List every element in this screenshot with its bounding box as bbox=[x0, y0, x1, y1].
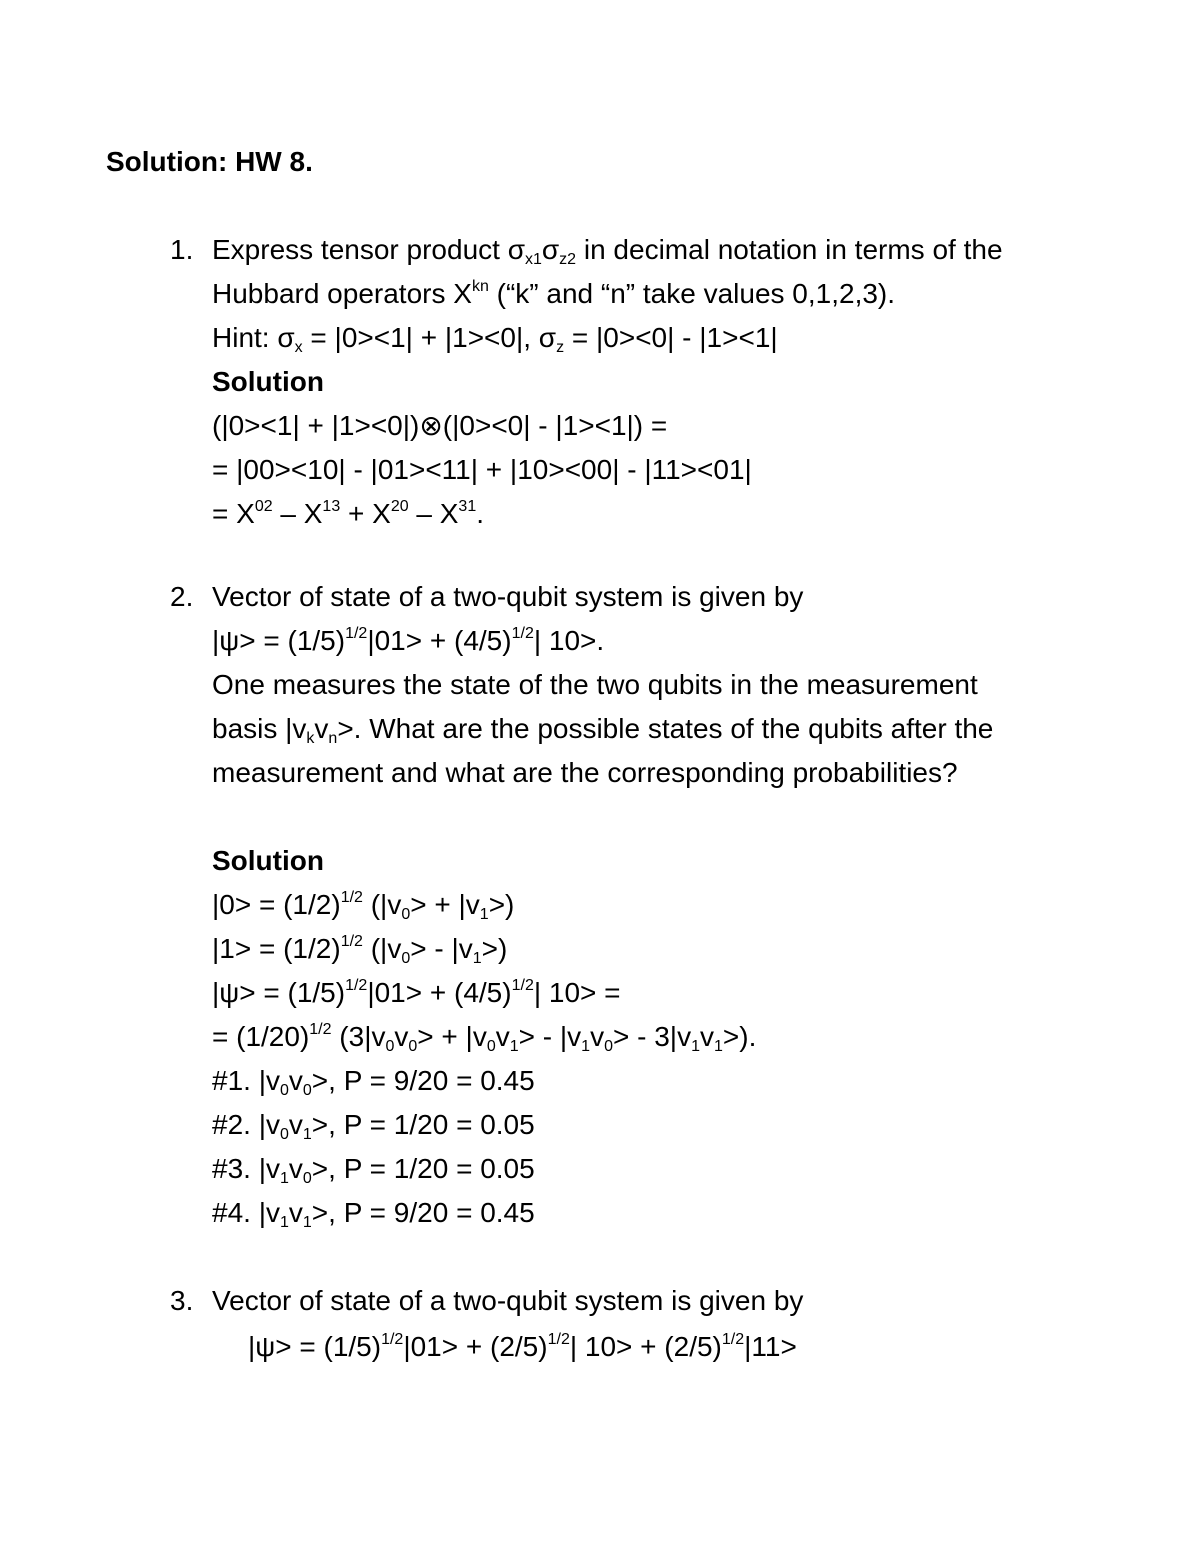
problem-2-solution-label: Solution bbox=[212, 845, 324, 876]
problem-3-statement: Vector of state of a two-qubit system is given by bbox=[212, 1285, 804, 1316]
result-item-3: #3. $|v_1v_0>$, P = 1/20 = 0.05 bbox=[212, 1153, 535, 1187]
problem-2-statement-line-4: basis $|v_kv_n>$. What are the possible states of the qubits after the bbox=[212, 713, 994, 747]
page-title: Solution: HW 8. bbox=[106, 146, 313, 177]
problem-1-statement-line-2: Hubbard operators $X^{kn}$ (“k” and “n” take values 0,1,2,3). bbox=[212, 278, 896, 309]
problem-2-number: 2. bbox=[170, 581, 194, 612]
problem-3-state-vector: $|\psi> = (1/5)^{1/2}|01> + (2/5)^{1/2}|$ $10> + (2/5)^{1/2}|11>$ bbox=[248, 1331, 797, 1362]
problem-1-solution-label: Solution bbox=[212, 366, 324, 397]
problem-2-solution-line-2: $|1> = (1/2)^{1/2}$ $(|v_0> - |v_1>)$ bbox=[212, 933, 508, 967]
result-item-2: #2. $|v_0v_1>$, P = 1/20 = 0.05 bbox=[212, 1109, 535, 1143]
problem-1-number: 1. bbox=[170, 234, 194, 265]
problem-2-solution-line-3: $|\psi> = (1/5)^{1/2}|01> + (4/5)^{1/2}|$ 10> = bbox=[212, 977, 621, 1008]
problem-2-solution-line-4: = $(1/20)^{1/2}$ $(3|v_0v_0> + |v_0v_1> - |v_1v_0> - 3|v_1v_1>)$. bbox=[212, 1021, 757, 1055]
problem-2-statement-line-5: measurement and what are the corresponding probabilities? bbox=[212, 757, 958, 788]
problem-1-solution-result: = $X^{02} - X^{13} + X^{20} - X^{31}$. bbox=[212, 498, 484, 529]
problem-1-solution-line-1: (|0><1| + |1><0|)⊗(|0><0| - |1><1|) = bbox=[212, 410, 668, 441]
problem-2-statement-line-3: One measures the state of the two qubits in the measurement bbox=[212, 669, 978, 700]
problem-1-statement: Express tensor product $\sigma_{x1}\sigma_{z2}$ in decimal notation in terms of the bbox=[212, 234, 1003, 268]
problem-3-number: 3. bbox=[170, 1285, 194, 1316]
problem-2-statement: Vector of state of a two-qubit system is given by bbox=[212, 581, 804, 612]
problem-1-solution-line-2: = |00><10| - |01><11| + |10><00| - |11><01| bbox=[212, 454, 752, 485]
problem-1-hint: Hint: $\sigma_x = |0><1| + |1><0|$, $\sigma_z = |0><0| - |1><1|$ bbox=[212, 322, 778, 356]
problem-2-solution-line-1: $|0> = (1/2)^{1/2}$ $(|v_0> + |v_1>)$ bbox=[212, 889, 515, 923]
result-item-4: #4. $|v_1v_1>$, P = 9/20 = 0.45 bbox=[212, 1197, 535, 1231]
result-item-1: #1. $|v_0v_0>$, P = 9/20 = 0.45 bbox=[212, 1065, 535, 1099]
problem-2-state-vector: $|\psi> = (1/5)^{1/2}|01> + (4/5)^{1/2}|$ 10>. bbox=[212, 625, 605, 656]
